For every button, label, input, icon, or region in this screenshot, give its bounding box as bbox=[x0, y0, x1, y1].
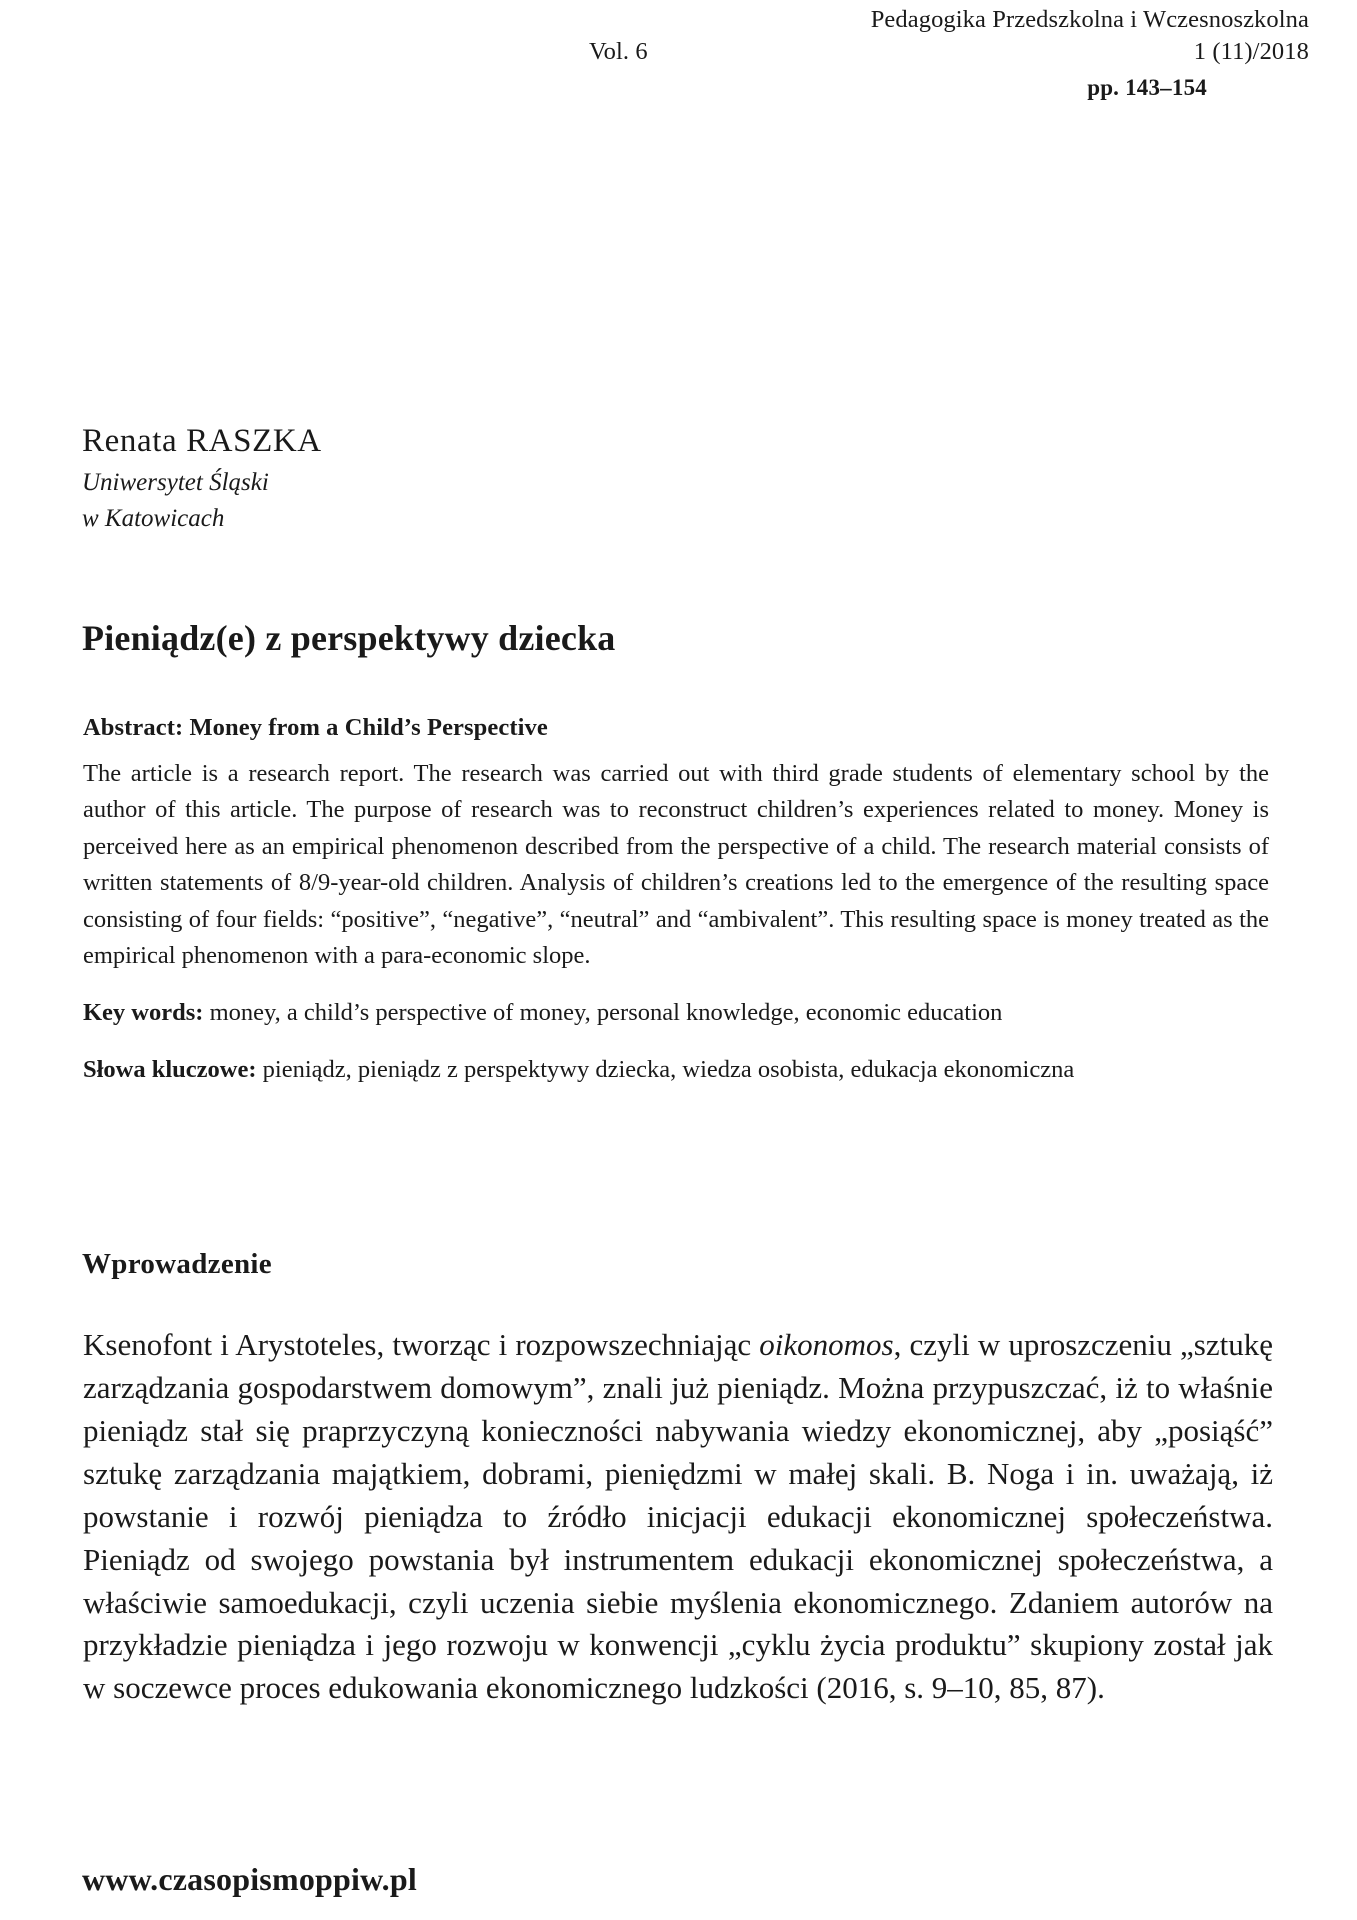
keywords-polish-label: Słowa kluczowe: bbox=[83, 1055, 257, 1083]
journal-issue: 1 (11)/2018 bbox=[1193, 38, 1309, 66]
keywords-english bbox=[83, 995, 1269, 1031]
section-body-paragraph bbox=[83, 1324, 1273, 1710]
keywords-english-label: Key words: bbox=[83, 999, 204, 1027]
keywords-polish-value: pieniądz, pieniądz z perspektywy dziecka, wiedza osobista, edukacja ekonomiczna bbox=[256, 1055, 1075, 1083]
keywords-polish bbox=[83, 1052, 1269, 1088]
abstract-heading: Abstract: Money from a Child’s Perspective bbox=[83, 714, 548, 741]
author-block bbox=[82, 423, 982, 537]
journal-volume: Vol. 6 bbox=[589, 38, 648, 66]
author-affiliation-line-2: w Katowicach bbox=[82, 504, 225, 532]
footer-website: www.czasopismoppiw.pl bbox=[82, 1861, 417, 1897]
journal-running-head bbox=[589, 4, 1309, 102]
abstract-body: The article is a research report. The research was carried out with third grade students of elementary school by the author of this article. The purpose of research was to reconstruct children’s experiences related to money. Money is perceived here as an empirical phenomenon described from the perspective of a child. The research material consists of written statements of 8/9-year-old children. Analysis of children’s creations led to the emergence of the resulting space consisting of four fields: “positive”, “negative”, “neutral” and “ambivalent”. This resulting space is money treated as the empirical phenomenon with a para-economic slope. bbox=[83, 760, 1269, 969]
journal-title: Pedagogika Przedszkolna i Wczesnoszkolna bbox=[870, 6, 1309, 33]
abstract-section bbox=[83, 714, 1269, 1087]
journal-page-range: pp. 143–154 bbox=[1087, 74, 1207, 100]
section-heading-wprowadzenie: Wprowadzenie bbox=[82, 1248, 272, 1280]
author-affiliation-line-1: Uniwersytet Śląski bbox=[82, 468, 269, 496]
keywords-english-value: money, a child’s perspective of money, personal knowledge, economic education bbox=[203, 999, 1003, 1027]
body-text-italic-term: oikonomos bbox=[759, 1327, 894, 1362]
article-title: Pieniądz(e) z perspektywy dziecka bbox=[82, 618, 616, 658]
author-name: Renata RASZKA bbox=[82, 423, 322, 459]
body-text-part-1: Ksenofont i Arystoteles, tworząc i rozpowszechniając bbox=[83, 1327, 760, 1362]
body-text-part-2: , czyli w uproszczeniu „sztukę zarządzania gospodarstwem domowym”, znali już pieniądz. Można przypuszczać, iż to właśnie pieniądz stał się praprzyczyną konieczności nabywania wiedzy ekonomicznej, aby „posiąść” sztukę zarządzania majątkiem, dobrami, pieniędzmi w małej skali. B. Noga i in. uważają, iż powstanie i rozwój pieniądza to źródło inicjacji edukacji ekonomicznej społeczeństwa. Pieniądz od swojego powstania był instrumentem edukacji ekonomicznej społeczeństwa, a właściwie samoedukacji, czyli uczenia siebie myślenia ekonomicznego. Zdaniem autorów na przykładzie pieniądza i jego rozwoju w konwencji „cyklu życia produktu” skupiony został jak w soczewce proces edukowania ekonomicznego ludzkości (2016, s. 9–10, 85, 87). bbox=[83, 1327, 1274, 1706]
journal-volume-issue-line bbox=[589, 36, 1309, 67]
